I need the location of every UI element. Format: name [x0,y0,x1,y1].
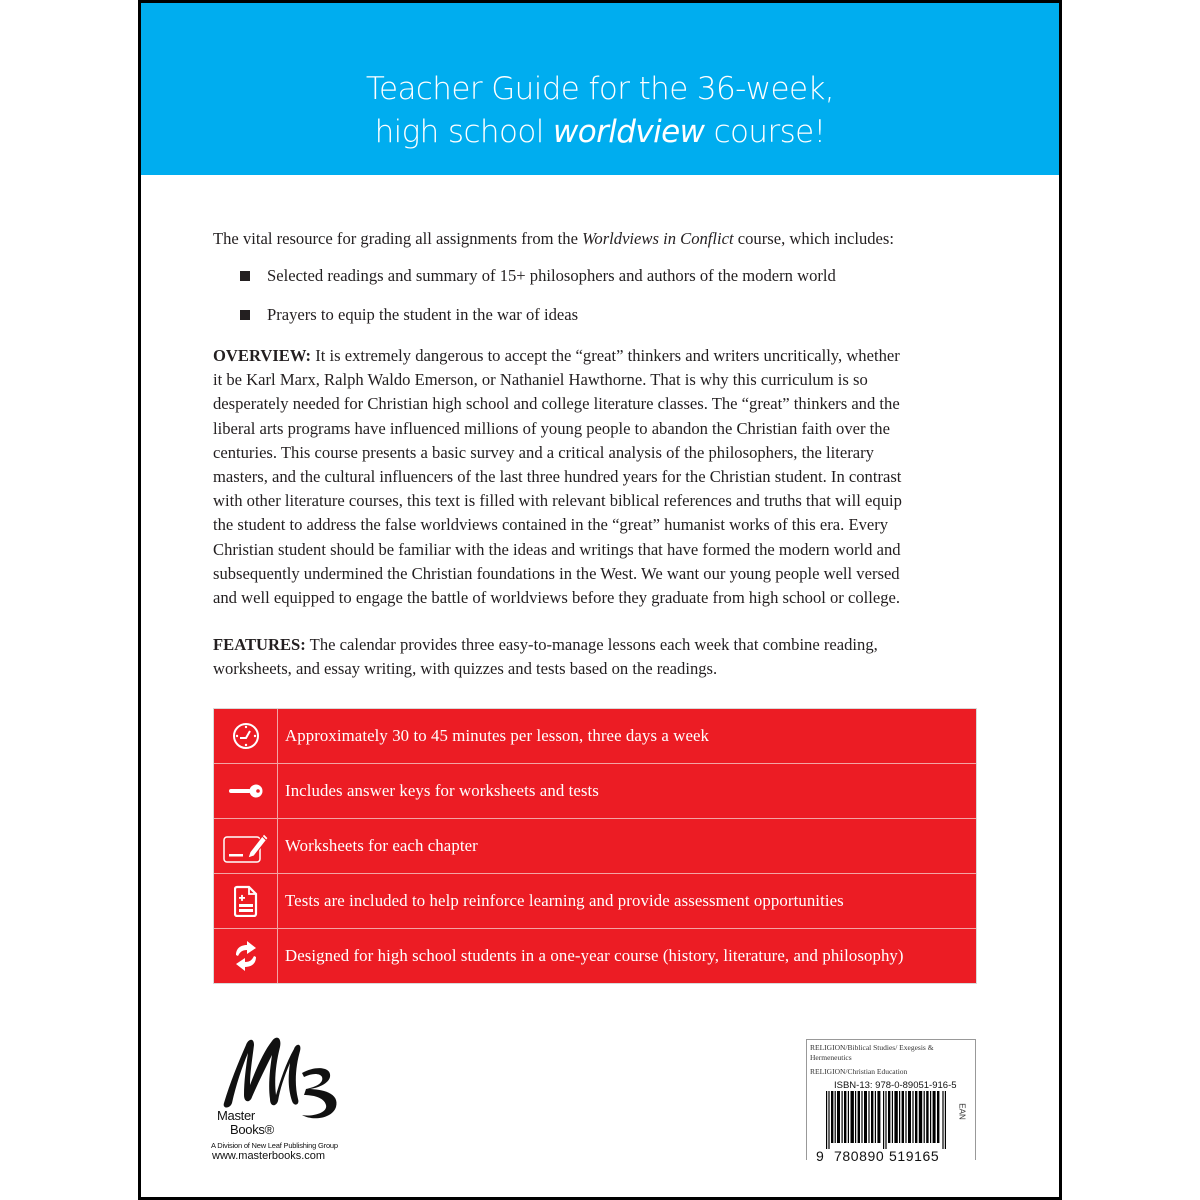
feature-text: Worksheets for each chapter [285,836,478,855]
refresh-arrows-icon [214,929,278,983]
barcode-digits-left: 780890 [834,1148,885,1164]
features-label: FEATURES: [213,635,306,654]
barcode-digit-first: 9 [816,1148,824,1164]
feature-row [214,929,976,983]
title-banner [141,3,1059,175]
barcode-icon [826,1091,946,1149]
features-line: worksheets, and essay writing, with quizzes and tests based on the readings. [213,659,718,679]
list-item [240,266,836,305]
key-icon [214,764,278,818]
banner-line-2 [141,114,1059,150]
list-item-text: Selected readings and summary of 15+ philosophers and authors of the modern world [267,266,836,285]
publisher-url[interactable]: www.masterbooks.com [212,1150,326,1162]
banner-line-2-post: course! [704,114,826,150]
isbn-barcode-box [806,1039,976,1165]
isbn-label: ISBN-13: 978-0-89051-916-5 [834,1080,957,1091]
bisac-category-2: RELIGION/Christian Education [810,1067,908,1076]
feature-row [214,709,976,764]
overview-label: OVERVIEW: [213,346,312,365]
bisac-category-1: RELIGION/Biblical Studies/ Exegesis & Hermeneutics [810,1043,934,1062]
publisher-name-line-2: Books® [230,1122,274,1137]
features-line [213,633,983,657]
overview-line: centuries. This course presents a basic survey and a critical analysis of the philosophers, the literary [213,442,874,462]
square-bullet-icon [240,310,250,320]
overview-line [213,344,983,368]
overview-line: liberal arts programs have influenced millions of young people to abandon the Christian faith over the [213,418,890,438]
feature-row [214,764,976,819]
publisher-division: A Division of New Leaf Publishing Group [211,1141,338,1150]
intro-sentence [213,229,894,249]
square-bullet-icon [240,271,250,281]
test-document-icon [214,874,278,928]
features-paragraph [213,633,983,681]
features-text: The calendar provides three easy-to-manage lessons each week that combine reading, [305,635,878,654]
overview-line: desperately needed for Christian high school and college literature classes. The “great” thinkers and the [213,394,900,414]
feature-text: Approximately 30 to 45 minutes per lesson, three days a week [285,726,710,745]
overview-line: with other literature courses, this text is filled with relevant biblical references and truths that will equip [213,491,902,511]
publisher-logo [201,1033,401,1173]
overview-line: masters, and the cultural influencers of the last three hundred years for the Christian student. In contrast [213,467,902,487]
overview-line: subsequently undermined the Christian foundations in the West. We want our young people well versed [213,563,900,583]
publisher-name-line-1: Master [217,1108,255,1123]
includes-list [240,266,836,344]
clock-icon [214,709,278,763]
overview-line: Christian student should be familiar with the ideas and writings that have formed the modern world and [213,539,901,559]
feature-row [214,874,976,929]
worksheet-pencil-icon [214,819,278,873]
feature-row [214,819,976,874]
feature-text: Designed for high school students in a one-year course (history, literature, and philosophy) [285,946,904,965]
intro-pre: The vital resource for grading all assignments from the [213,229,583,248]
banner-line-2-emphasis: worldview [552,114,705,150]
barcode-digits-right: 519165 [889,1148,940,1164]
intro-post: course, which includes: [733,229,894,248]
overview-text: It is extremely dangerous to accept the “great” thinkers and writers uncritically, whether [311,346,900,365]
intro-course-title: Worldviews in Conflict [582,229,734,248]
banner-line-2-pre: high school [374,114,553,150]
banner-line-1: Teacher Guide for the 36-week, [365,71,835,107]
list-item [240,305,836,344]
feature-table [213,708,977,984]
book-back-cover [138,0,1062,1200]
overview-paragraph [213,344,983,610]
list-item-text: Prayers to equip the student in the war of ideas [267,305,579,324]
overview-line: the student to address the false worldviews contained in the “great” humanist works of this era. Every [213,515,889,535]
overview-line: it be Karl Marx, Ralph Waldo Emerson, or Nathaniel Hawthorne. That is why this curriculum is so [213,370,868,390]
overview-line: and well equipped to engage the battle of worldviews before they graduate from high school or college. [213,588,901,608]
ean-label: EAN [957,1103,967,1120]
feature-text: Tests are included to help reinforce learning and provide assessment opportunities [285,891,844,910]
feature-text: Includes answer keys for worksheets and tests [285,781,599,800]
